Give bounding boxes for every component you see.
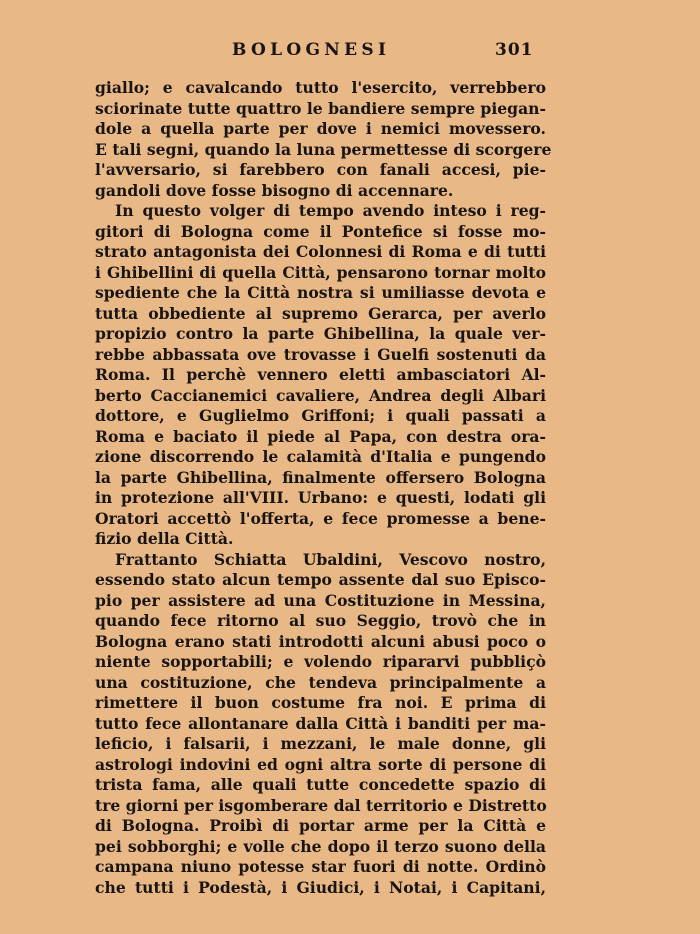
text-line: giallo; e cavalcando tutto l'esercito, verrebbero: [95, 78, 546, 97]
text-line: gitori di Bologna come il Pontefice si fosse mo-: [95, 221, 546, 241]
text-line: Bologna erano stati introdotti alcuni abusi poco o: [95, 631, 546, 651]
running-head: [0, 40, 700, 68]
text-line: trista fama, alle quali tutte concedette spazio di: [95, 775, 546, 794]
text-line: campana niuno potesse star fuori di notte. Ordinò: [95, 857, 546, 876]
text-line: la parte Ghibellina, finalmente offersero Bologna: [95, 467, 546, 487]
text-line: leficio, i falsarii, i mezzani, le male donne, gli: [95, 734, 546, 753]
text-line: dottore, e Guglielmo Griffoni; i quali passati a: [95, 406, 546, 425]
text-line: tre giorni per isgomberare dal territorio e Distretto: [95, 795, 547, 815]
text-line: Oratori accettò l'offerta, e fece promesse a bene-: [95, 508, 546, 528]
text-line: gandoli dove fosse bisogno di accennare.: [95, 180, 454, 200]
text-line: zione discorrendo le calamità d'Italia e pungendo: [95, 447, 546, 466]
text-line: E tali segni, quando la luna permettesse di scorgere: [95, 139, 552, 159]
text-line: niente sopportabili; e volendo ripararvi pubbliçò: [95, 652, 546, 671]
text-line: rebbe abbassata ove trovasse i Guelfi sostenuti da: [95, 344, 546, 364]
text-line: pio per assistere ad una Costituzione in Messina,: [95, 590, 546, 610]
paragraph-start-line: In questo volger di tempo avendo inteso i reg-: [115, 201, 546, 220]
text-line: dole a quella parte per dove i nemici movessero.: [95, 119, 546, 138]
text-line: l'avversario, si farebbero con fanali accesi, pie-: [95, 160, 546, 179]
running-title: BOLOGNESI: [232, 40, 391, 60]
text-line: in protezione all'VIII. Urbano: e questi, lodati gli: [95, 488, 546, 507]
text-line: una costituzione, che tendeva principalmente a: [95, 672, 546, 692]
text-line: fizio della Città.: [95, 529, 234, 548]
page-number: 301: [495, 40, 534, 60]
text-line: astrologi indovini ed ogni altra sorte di persone di: [95, 754, 546, 774]
text-line: propizio contro la parte Ghibellina, la quale ver-: [95, 324, 546, 343]
text-line: quando fece ritorno al suo Seggio, trovò che in: [95, 611, 546, 630]
text-line: i Ghibellini di quella Città, pensarono tornar molto: [95, 262, 546, 282]
text-line: tutto fece allontanare dalla Città i banditi per ma-: [95, 713, 546, 733]
text-line: Roma e baciato il piede al Papa, con destra ora-: [95, 426, 546, 446]
body-text: [95, 78, 552, 898]
text-line: che tutti i Podestà, i Giudici, i Notai, i Capitani,: [95, 877, 546, 897]
text-line: spediente che la Città nostra si umiliasse devota e: [95, 283, 546, 302]
text-line: berto Caccianemici cavaliere, Andrea degli Albari: [95, 385, 546, 405]
text-line: pei sobborghi; e volle che dopo il terzo suono della: [95, 836, 546, 856]
text-line: Roma. Il perchè vennero eletti ambasciatori Al-: [95, 365, 546, 384]
text-line: sciorinate tutte quattro le bandiere sempre piegan-: [95, 98, 546, 118]
text-line: strato antagonista dei Colonnesi di Roma e di tutti: [95, 242, 546, 261]
text-line: essendo stato alcun tempo assente dal suo Episco-: [95, 570, 546, 589]
paragraph-start-line: Frattanto Schiatta Ubaldini, Vescovo nostro,: [115, 549, 546, 569]
text-line: di Bologna. Proibì di portar arme per la Città e: [95, 816, 546, 835]
text-line: tutta obbediente al supremo Gerarca, per averlo: [95, 303, 546, 323]
text-line: rimettere il buon costume fra noi. E prima di: [95, 693, 546, 712]
